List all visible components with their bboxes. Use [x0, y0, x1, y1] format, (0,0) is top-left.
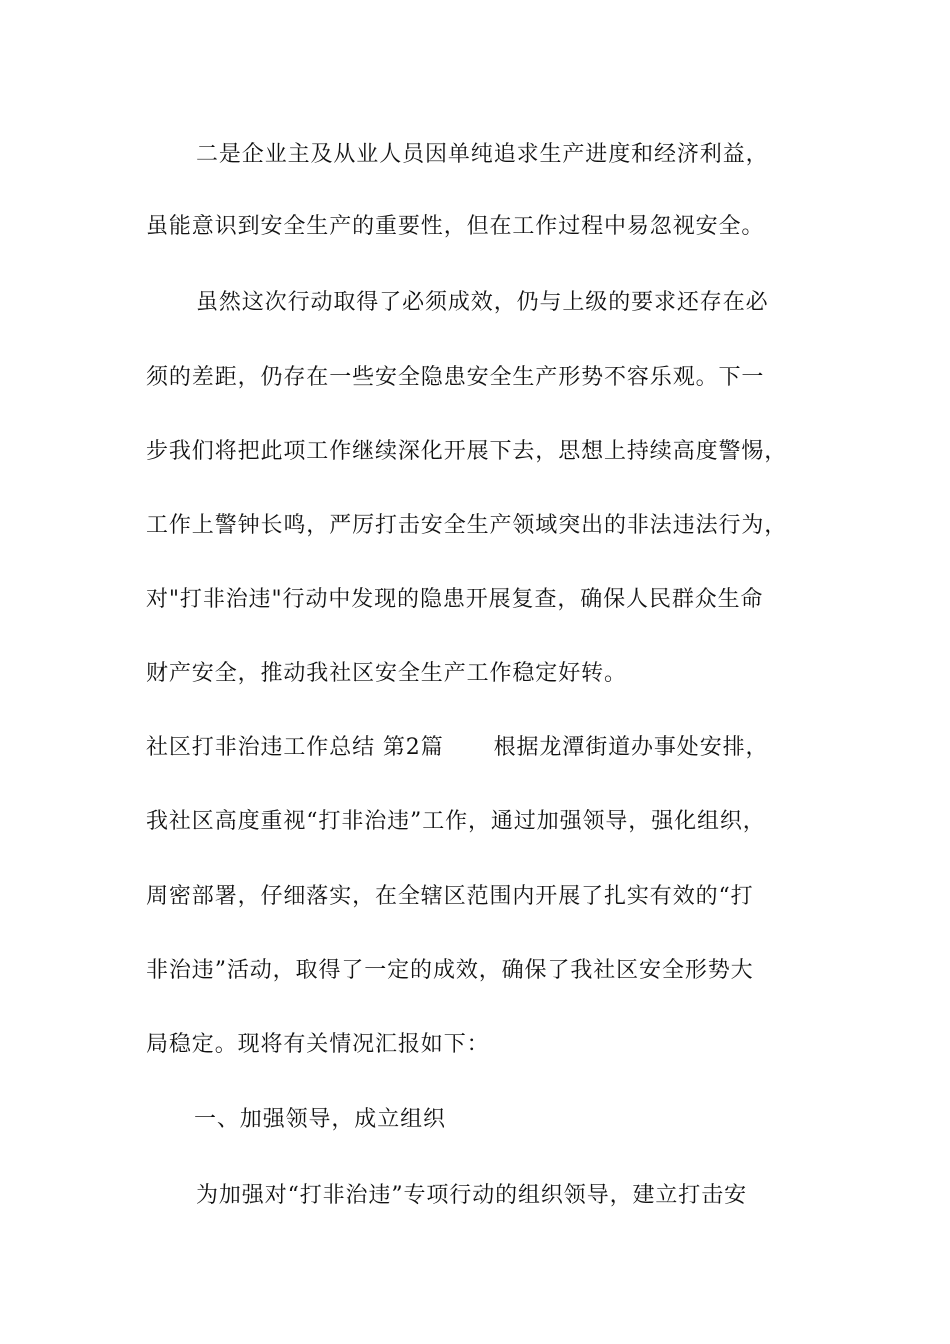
section-intro: 根据龙潭街道办事处安排，	[493, 735, 769, 760]
paragraph-line: 对"打非治违"行动中发现的隐患开展复查，确保人民群众生命	[146, 587, 764, 612]
subheading: 一、加强领导，成立组织	[194, 1107, 446, 1132]
section-title: 社区打非治违工作总结 第2篇	[146, 735, 444, 760]
paragraph-line: 财产安全，推动我社区安全生产工作稳定好转。	[146, 661, 627, 686]
paragraph-line: 工作上警钟长鸣，严厉打击安全生产领域突出的非法违法行为，	[146, 513, 788, 538]
paragraph-line: 须的差距，仍存在一些安全隐患安全生产形势不容乐观。下一	[146, 365, 765, 390]
paragraph-line: 虽然这次行动取得了必须成效，仍与上级的要求还存在必	[196, 290, 769, 315]
paragraph-line: 局稳定。现将有关情况汇报如下：	[146, 1032, 490, 1057]
paragraph-line: 步我们将把此项工作继续深化开展下去，思想上持续高度警惕，	[146, 439, 788, 464]
paragraph-line: 为加强对“打非治违”专项行动的组织领导，建立打击安	[196, 1183, 747, 1208]
paragraph-line: 我社区高度重视“打非治违”工作，通过加强领导，强化组织，	[146, 809, 766, 834]
paragraph-line: 虽能意识到安全生产的重要性，但在工作过程中易忽视安全。	[146, 214, 765, 239]
section-heading-line	[146, 733, 768, 763]
paragraph-line: 周密部署，仔细落实，在全辖区范围内开展了扎实有效的“打	[146, 884, 754, 909]
paragraph-line: 二是企业主及从业人员因单纯追求生产进度和经济利益，	[196, 142, 769, 167]
paragraph-line: 非治违”活动，取得了一定的成效，确保了我社区安全形势大	[146, 958, 754, 983]
